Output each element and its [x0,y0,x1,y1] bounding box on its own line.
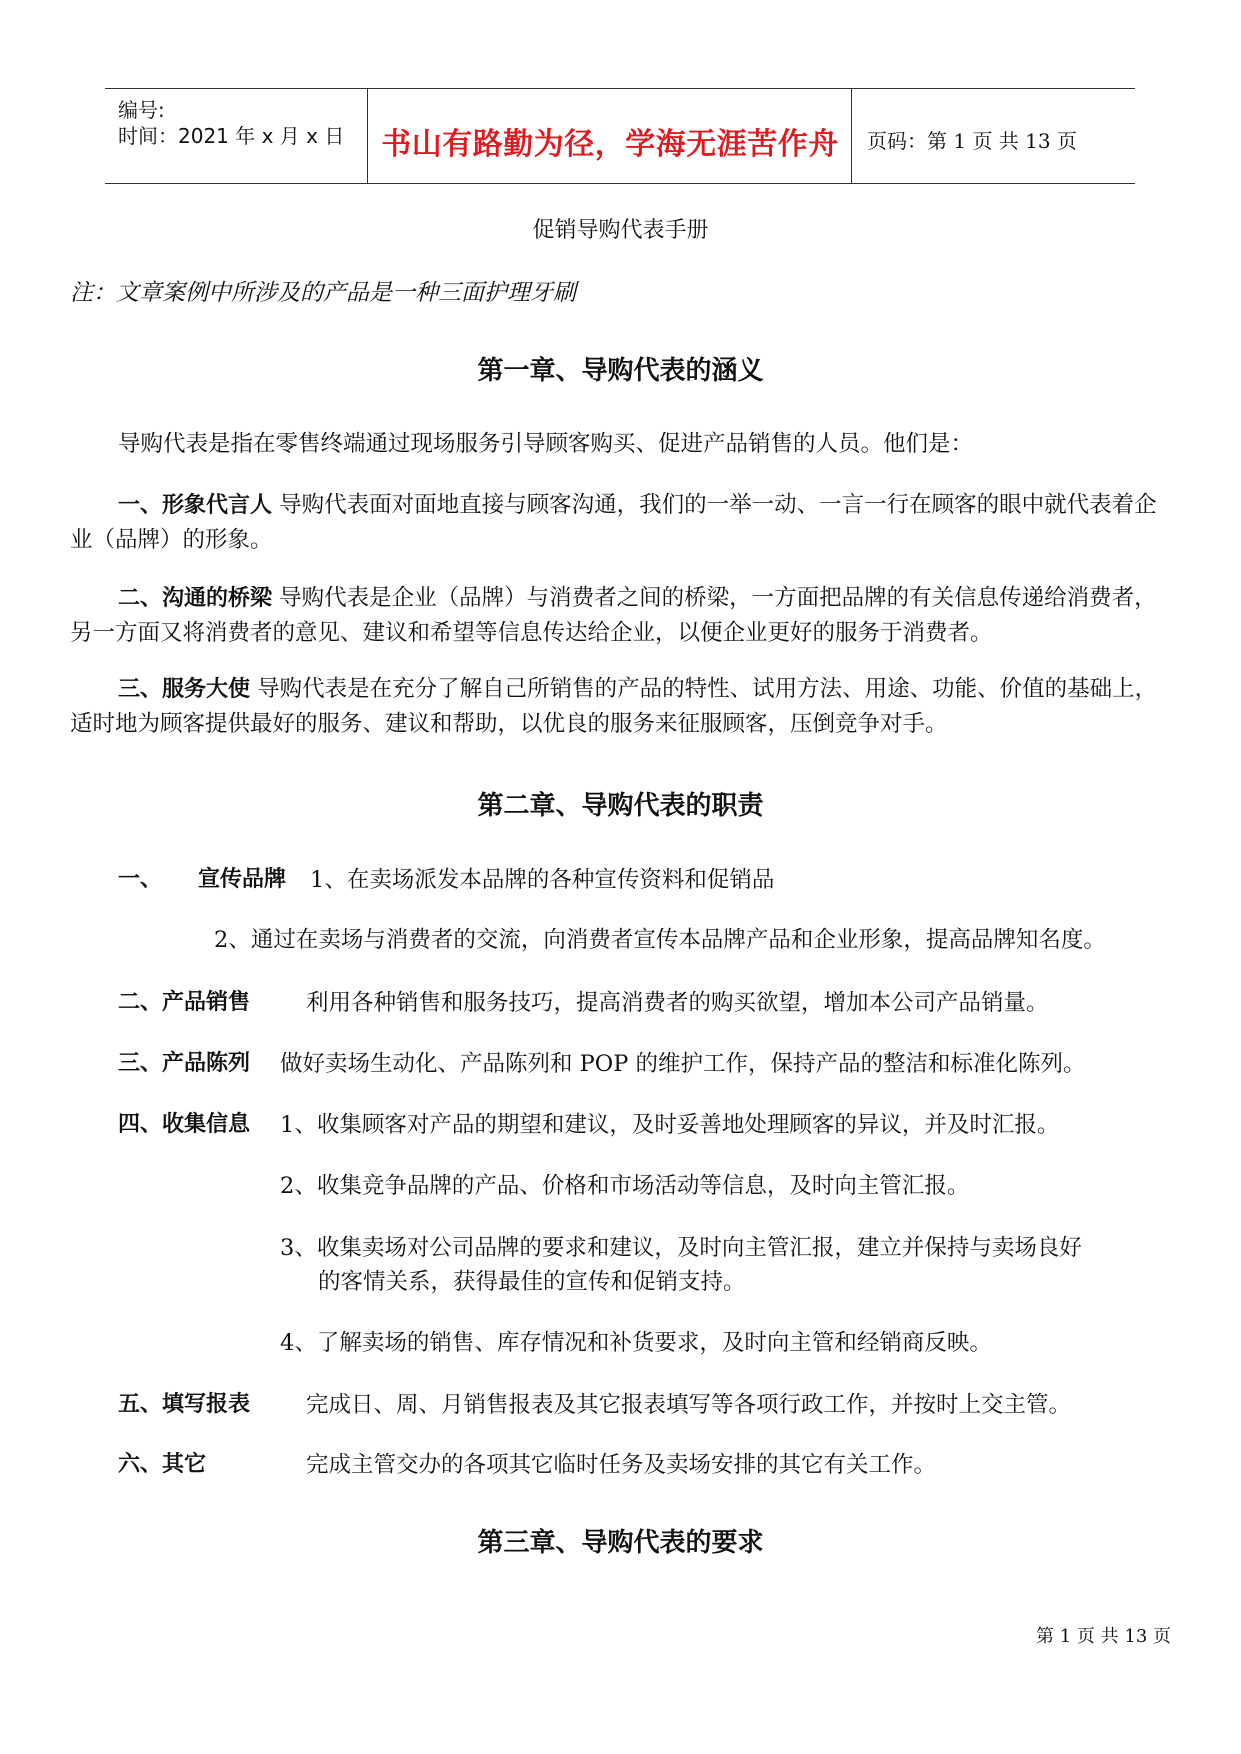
page-label: 页码：第 1 页 共 13 页 [867,129,1077,153]
item-label: 四、收集信息 [118,1112,251,1137]
chapter1-item [70,488,1175,557]
chapter2-title: 第二章、导购代表的职责 [477,791,764,821]
motto: 书山有路勤为径，学海无涯苦作舟 [381,127,839,162]
item-label: 三、服务大使 [118,677,251,702]
header-motto-cell [369,89,852,183]
item-label: 三、产品陈列 [118,1051,251,1076]
item-label: 二、沟通的桥梁 [118,586,273,611]
item-line: 2、通过在卖场与消费者的交流，向消费者宣传本品牌产品和企业形象，提高品牌知名度。 [214,927,1106,953]
number-label: 编号: [118,98,165,122]
item-text: 利用各种销售和服务技巧，提高消费者的购买欲望，增加本公司产品销量。 [306,990,1049,1016]
header-table [105,88,1135,184]
item-text: 完成日、周、月销售报表及其它报表填写等各项行政工作，并按时上交主管。 [306,1392,1072,1418]
item-line: 3、收集卖场对公司品牌的要求和建议，及时向主管汇报，建立并保持与卖场良好 [280,1235,1082,1261]
item-text: 完成主管交办的各项其它临时任务及卖场安排的其它有关工作。 [306,1452,937,1478]
chapter1-title: 第一章、导购代表的涵义 [477,356,764,386]
item-label: 六、其它 [118,1452,207,1477]
item-line: 1、在卖场派发本品牌的各种宣传资料和促销品 [310,867,775,893]
item-text: 导购代表是企业（品牌）与消费者之间的桥梁，一方面把品牌的有关信息传递给消费者，另一方面又将消费者的意见、建议和希望等信息传达给企业，以便企业更好的服务于消费者。 [70,585,1157,646]
header-page-cell [853,89,1135,183]
document-title: 促销导购代表手册 [532,218,709,243]
header-info-cell [105,89,368,183]
item-line: 1、收集顾客对产品的期望和建议，及时妥善地处理顾客的异议，并及时汇报。 [280,1112,1060,1138]
item-line: 4、了解卖场的销售、库存情况和补货要求，及时向主管和经销商反映。 [280,1330,992,1356]
item-number: 一、 [118,867,163,892]
page-footer: 第 1 页 共 13 页 [1036,1626,1171,1647]
item-text: 导购代表面对面地直接与顾客沟通，我们的一举一动、一言一行在顾客的眼中就代表着企业（品牌）的形象。 [70,492,1157,553]
chapter1-item [70,581,1175,650]
item-text: 做好卖场生动化、产品陈列和 POP 的维护工作，保持产品的整洁和标准化陈列。 [280,1051,1086,1077]
item-line: 2、收集竞争品牌的产品、价格和市场活动等信息，及时向主管汇报。 [280,1173,970,1199]
item-label: 一、形象代言人 [118,493,273,518]
item-label: 二、产品销售 [118,990,251,1015]
item-line: 的客情关系，获得最佳的宣传和促销支持。 [318,1269,746,1295]
time-label: 时间：2021 年 x 月 x 日 [118,124,345,148]
item-text: 导购代表是在充分了解自己所销售的产品的特性、试用方法、用途、功能、价值的基础上，适时地为顾客提供最好的服务、建议和帮助，以优良的服务来征服顾客，压倒竞争对手。 [70,676,1158,737]
note: 注：文章案例中所涉及的产品是一种三面护理牙刷 [70,280,576,306]
chapter1-intro: 导购代表是指在零售终端通过现场服务引导顾客购买、促进产品销售的人员。他们是： [118,431,974,457]
item-label: 宣传品牌 [198,867,287,892]
chapter1-item [70,672,1175,741]
chapter3-title: 第三章、导购代表的要求 [477,1528,764,1558]
item-label: 五、填写报表 [118,1392,251,1417]
